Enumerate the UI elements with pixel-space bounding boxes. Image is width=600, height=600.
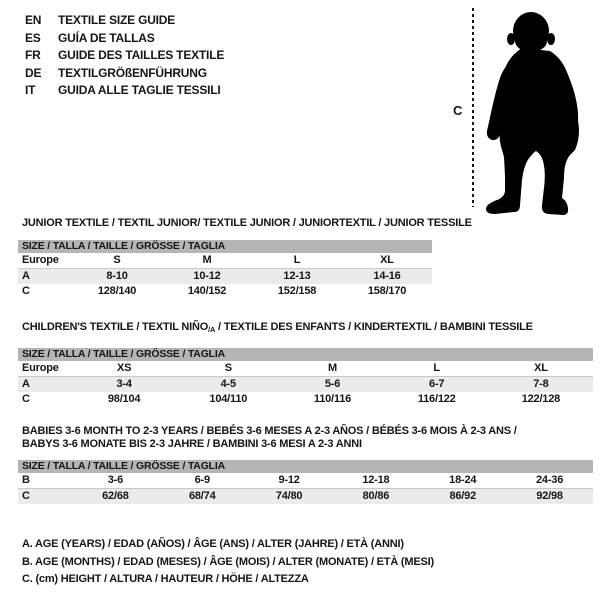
table-title-text: / TEXTILE DES ENFANTS / KINDERTEXTIL / BAMBINI TESSILE <box>215 321 533 333</box>
cell-value: 140/152 <box>187 285 227 297</box>
cell-value: XL <box>534 362 548 374</box>
cell-value: 128/140 <box>97 285 137 297</box>
cell-value: 74/80 <box>275 490 303 502</box>
language-row <box>25 12 224 30</box>
row-label: B <box>22 474 30 486</box>
language-row <box>25 82 224 100</box>
footnote: A. AGE (YEARS) / EDAD (AÑOS) / ÂGE (ANS) / ALTER (JAHRE) / ETÀ (ANNI) <box>22 538 404 550</box>
cell-value: 68/74 <box>188 490 216 502</box>
cell-value: 7-8 <box>533 378 549 390</box>
language-label: GUIDE DES TAILLES TEXTILE <box>58 48 225 62</box>
language-label: GUIDA ALLE TAGLIE TESSILI <box>58 83 221 97</box>
cell-value: XL <box>380 254 394 266</box>
language-label: TEXTILGRÖßENFÜHRUNG <box>58 65 207 80</box>
height-measure-dotted-line <box>472 8 474 207</box>
language-row <box>25 65 224 83</box>
cell-value: 104/110 <box>209 393 248 405</box>
cell-value: 8-10 <box>106 270 128 282</box>
cell-value: 6-7 <box>429 378 445 390</box>
cell-value: 14-16 <box>373 270 401 282</box>
cell-value: 62/68 <box>102 490 129 502</box>
cell-value: XS <box>116 362 132 374</box>
footnotes <box>22 536 434 589</box>
size-header-bar: SIZE / TALLA / TAILLE / GRÖSSE / TAGLIA <box>18 240 432 253</box>
cell-value: 116/122 <box>417 393 456 405</box>
cell-value: 122/128 <box>521 393 561 405</box>
table-rows <box>18 361 593 407</box>
cell-value: 110/116 <box>313 393 352 405</box>
cell-value: 5-6 <box>324 378 341 390</box>
cell-value: 6-9 <box>194 474 210 486</box>
cell-value: S <box>224 362 232 374</box>
row-label: A <box>22 378 30 390</box>
row-label: Europe <box>22 362 59 374</box>
language-label: TEXTILE SIZE GUIDE <box>58 13 176 27</box>
row-label: A <box>22 270 30 282</box>
cell-value: 86/92 <box>449 490 476 502</box>
cell-value: 152/158 <box>277 285 317 297</box>
row-label: Europe <box>22 254 59 266</box>
table-title-text: BABYS 3-6 MONATE BIS 2-3 JAHRE / BAMBINI 3-6 MESI A 2-3 ANNI <box>22 438 362 450</box>
row-label: C <box>22 285 30 297</box>
table-title <box>18 217 472 230</box>
footnote: B. AGE (MONTHS) / EDAD (MESES) / ÂGE (MOIS) / ALTER (MONATE) / ETÀ (MESI) <box>22 555 434 568</box>
cell-value: 10-12 <box>193 270 221 282</box>
row-label: C <box>22 393 30 405</box>
cell-value: 12-18 <box>362 474 390 486</box>
cell-value: 92/98 <box>536 490 563 502</box>
table-title-line <box>22 438 593 451</box>
table-title-line <box>22 425 593 438</box>
table-title-text: JUNIOR TEXTILE / TEXTIL JUNIOR/ TEXTILE JUNIOR / JUNIORTEXTIL / JUNIOR TESSILE <box>22 217 472 229</box>
toddler-figure <box>440 0 600 230</box>
size-table-children <box>18 321 593 407</box>
cell-value: 18-24 <box>449 474 477 486</box>
size-header-bar: SIZE / TALLA / TAILLE / GRÖSSE / TAGLIA <box>18 460 593 473</box>
table-title <box>18 321 593 336</box>
table-row <box>18 253 432 269</box>
language-code: ES <box>25 30 41 45</box>
language-code: EN <box>25 13 42 27</box>
cell-value: 12-13 <box>283 270 311 282</box>
cell-value: 9-12 <box>278 474 300 486</box>
table-title-text: BABIES 3-6 MONTH TO 2-3 YEARS / BEBÉS 3-6 MESES A 2-3 AÑOS / BÉBÉS 3-6 MOIS À 2-3 ANS / <box>22 425 517 437</box>
cell-value: 80/86 <box>362 490 390 502</box>
table-title-line <box>22 321 593 336</box>
cell-value: 3-4 <box>116 378 132 390</box>
table-title-text: CHILDREN'S TEXTILE / TEXTIL NIÑO <box>22 321 209 333</box>
cell-value: M <box>202 254 212 266</box>
table-rows <box>18 253 432 299</box>
cell-value: 24-36 <box>536 474 564 486</box>
cell-value: L <box>433 362 440 374</box>
cell-value: M <box>328 362 337 374</box>
footnote: C. (cm) HEIGHT / ALTURA / HAUTEUR / HÖHE / ALTEZZA <box>22 573 309 585</box>
language-list <box>25 12 224 100</box>
language-row <box>25 30 224 48</box>
language-code: FR <box>25 48 41 62</box>
cell-value: L <box>293 254 301 266</box>
height-label: C <box>453 103 463 118</box>
language-code: IT <box>25 83 36 97</box>
cell-value: S <box>113 254 121 266</box>
table-row <box>18 392 593 407</box>
table-row <box>18 473 593 489</box>
toddler-silhouette-icon <box>478 8 588 218</box>
table-row <box>18 489 593 504</box>
cell-value: 3-6 <box>107 474 124 486</box>
table-row <box>18 377 593 392</box>
table-title-text: /A <box>208 325 216 334</box>
cell-value: 98/104 <box>107 393 141 405</box>
row-label: C <box>22 490 30 502</box>
cell-value: 158/170 <box>367 285 407 297</box>
language-row <box>25 47 224 65</box>
language-code: DE <box>25 65 42 80</box>
size-table-junior <box>18 217 472 299</box>
table-row <box>18 284 432 299</box>
size-table-babies <box>18 425 593 504</box>
table-title <box>18 425 593 451</box>
table-rows <box>18 473 593 504</box>
language-label: GUÍA DE TALLAS <box>58 30 155 45</box>
table-row <box>18 269 432 284</box>
cell-value: 4-5 <box>220 378 236 390</box>
table-title-line <box>22 217 472 230</box>
size-header-bar: SIZE / TALLA / TAILLE / GRÖSSE / TAGLIA <box>18 348 593 361</box>
table-row <box>18 361 593 377</box>
